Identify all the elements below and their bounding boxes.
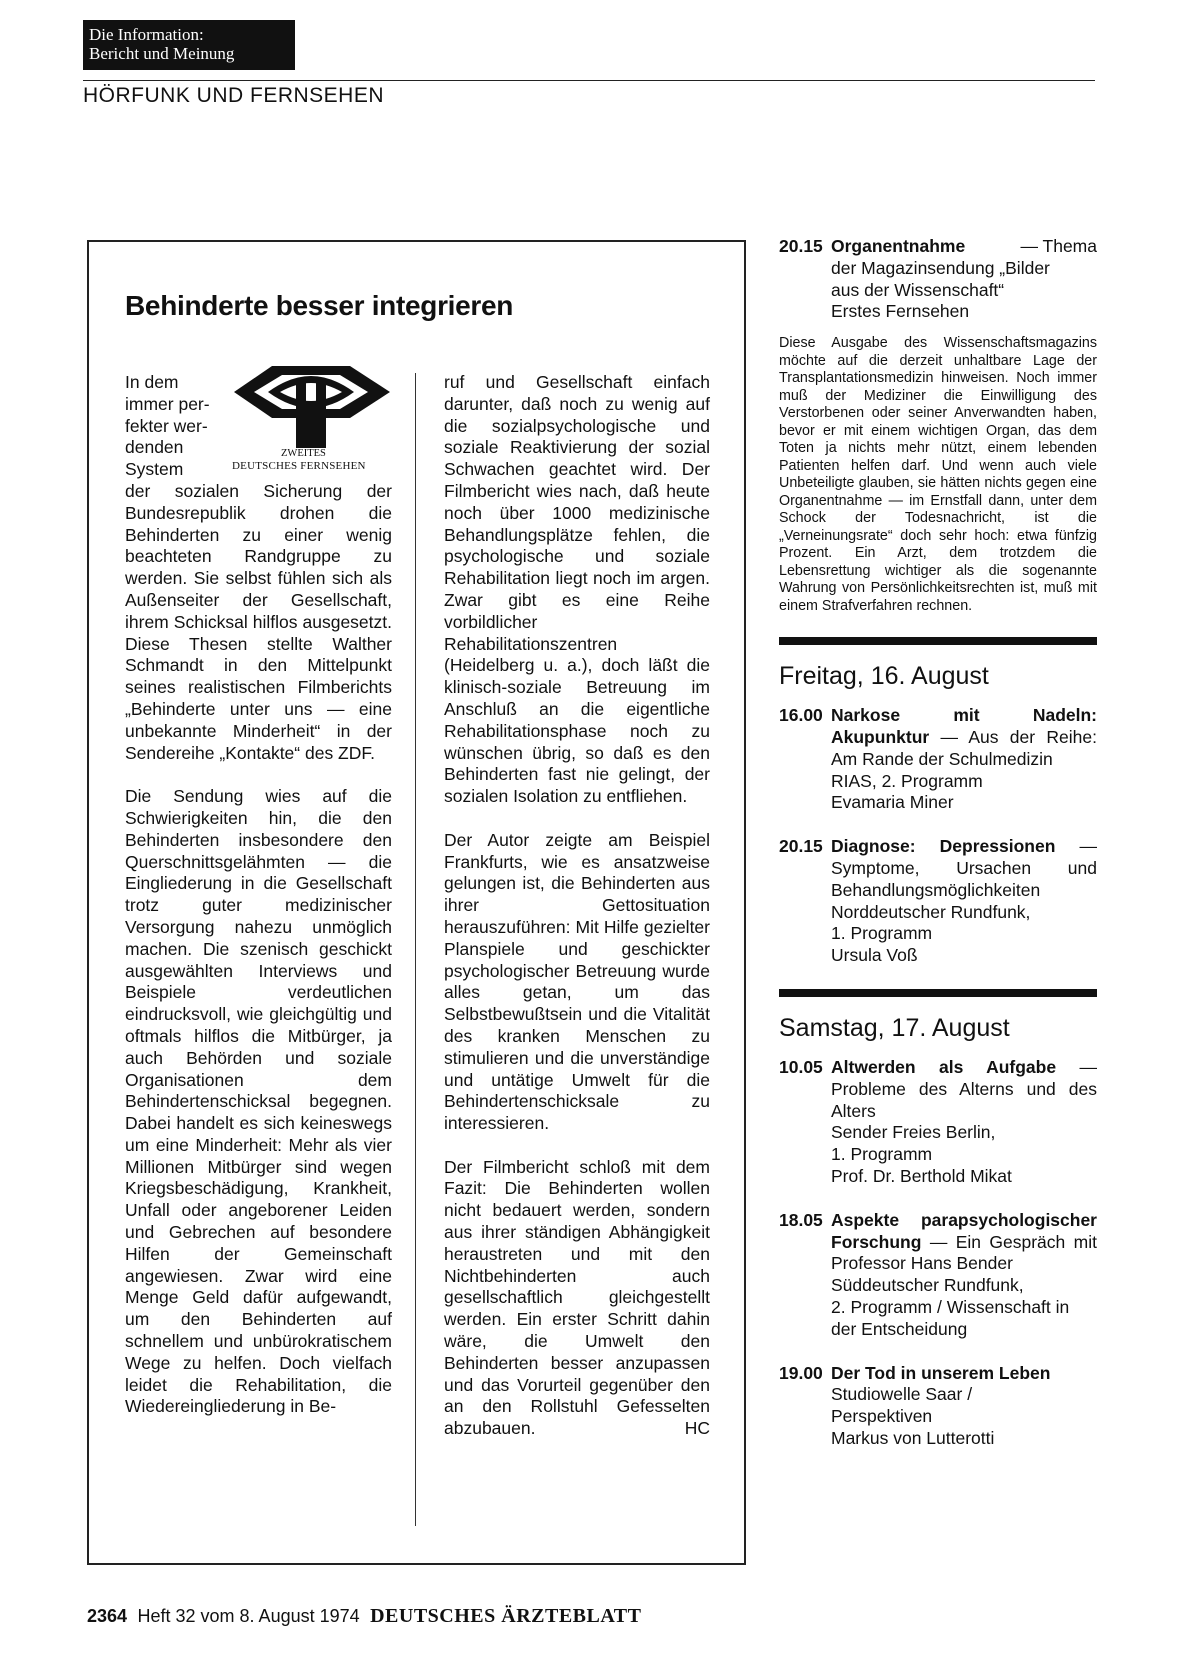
article-column-2 [444, 372, 710, 1440]
listing-time: 20.15 [779, 836, 823, 857]
article-last-paragraph-text: Der Filmbericht schloß mit dem Fazit: Die Behinderten wollen nicht bedauert werden, sondern aus ihrer ständigen Abhängigkeit heraustreten und mit den Nichtbehinderten auch gesellschaftlich gleichgestellt werden. Ein erster Schritt dahin wäre, die Umwelt den Behinderten besser anzupassen und das Vorurteil gegenüber den an den Rollstuhl Gefesselten abzubauen. [444, 1156, 710, 1439]
section-label-line-2: Bericht und Meinung [89, 44, 235, 63]
listing-line: aus der Wissenschaft“ [831, 279, 1005, 300]
article-paragraph: Die Sendung wies auf die Schwierigkeiten hin, die den Behinderten insbesondere den Querschnittsgelähmten — die Eingliederung in die Gesellschaft trotz guter medizinischer Versorgung nahezu unmöglich machen. Die szenisch geschickt ausgewählten Interviews und Beispiele verdeutlichen eindrucksvoll, wie gleichgültig und oftmals hilflos die Mitbürger, ja auch Behörden und soziale Organisationen dem Behindertenschicksal begegnen. Dabei handelt es sich keineswegs um eine Minderheit: Mehr als vier Millionen Mitbürger sind wegen Kriegsbeschädigung, Krankheit, Unfall oder angeborener Leiden und Gebrechen auf besondere Hilfen der Gemeinschaft angewiesen. Zwar wird eine Menge Geld dafür aufgewandt, um den Behinderten auf schnellem und unbürokratischem Wege zu helfen. Doch vielfach leidet die Rehabilitation, die Wiedereingliederung in Be- [125, 786, 392, 1417]
days-container [779, 637, 1097, 1450]
listing-time: 20.15 [779, 236, 823, 256]
day-divider [779, 637, 1097, 645]
intro-line: denden [125, 437, 184, 458]
listing-line: Ursula Voß [831, 945, 918, 966]
listing-time: 18.05 [779, 1209, 823, 1230]
listing-subtitle: — Ein Gespräch mit Professor Hans Bender [831, 1231, 1097, 1274]
listing-line: — Thema [1020, 236, 1097, 256]
day-heading: Samstag, 17. August [779, 1013, 1010, 1042]
listing-time: 16.00 [779, 705, 823, 726]
listing-time: 10.05 [779, 1056, 823, 1077]
listing-title: Organentnahme [831, 236, 966, 256]
article-headline: Behinderte besser integrieren [125, 290, 514, 321]
listing-line: 1. Programm [831, 1144, 933, 1165]
page-number: 2364 [87, 1606, 128, 1626]
section-title: HÖRFUNK UND FERNSEHEN [83, 84, 385, 107]
listing-entry [779, 1210, 1097, 1341]
issue-text: Heft 32 vom 8. August 1974 [137, 1606, 360, 1626]
listing-line: RIAS, 2. Programm [831, 770, 983, 791]
program-listings [779, 236, 1097, 1472]
listing-entry [779, 1363, 1097, 1450]
intro-line: immer per- [125, 393, 210, 414]
listing-title: Diagnose: Depressionen [831, 836, 1056, 857]
logo-caption-line-1: ZWEITES [281, 448, 326, 459]
listing-entry [779, 236, 1097, 615]
article-paragraph: ruf und Gesellschaft einfach darunter, daß noch zu wenig auf die sozialpsychologische und soziale Reaktivierung der sozial Schwachen geachtet wird. Der Filmbericht wies nach, daß heute noch über 1000 medizinische Behandlungsplätze fehlen, die psychologische und soziale Rehabilitation liegt noch im argen. Zwar gibt es eine Reihe vorbildlicher Rehabilitationszentren (Heidelberg u. a.), doch läßt die klinisch-soziale Betreuung im Anschluß an die eigentliche Rehabilitationsphase noch zu wünschen übrig, so daß es den Behinderten fast nie gelingt, der sozialen Isolation zu entfliehen. [444, 372, 710, 807]
listing-line: 1. Programm [831, 923, 933, 944]
section-label-box [83, 20, 295, 70]
listing-title: Der Tod in unserem Leben [831, 1362, 1051, 1383]
author-initials: HC [684, 1418, 710, 1439]
article-paragraph-last [444, 1157, 710, 1440]
listing-subtitle: — Probleme des Alterns und des Alters [831, 1056, 1097, 1121]
intro-line: In dem [125, 372, 179, 392]
logo-caption-line-2: DEUTSCHES FERNSEHEN [232, 460, 366, 472]
listing-entry [779, 1057, 1097, 1188]
listing-entry [779, 705, 1097, 814]
intro-line: fekter wer- [125, 415, 208, 436]
listing-entry [779, 836, 1097, 967]
listing-title: Altwerden als Aufgabe [831, 1056, 1057, 1077]
day-heading: Freitag, 16. August [779, 662, 989, 691]
section-label-line-1: Die Information: [89, 25, 204, 44]
listing-line: Studiowelle Saar / [831, 1384, 973, 1405]
listing-line: der Magazinsendung „Bilder [831, 257, 1050, 278]
article-paragraph: der sozialen Sicherung der Bundesrepublik drohen die Behinderten zu einer wenig beachteten Randgruppe zu werden. Sie selbst fühlen sich als Außenseiter der Gesellschaft, ihrem Schicksal hilflos ausgesetzt. Diese Thesen stellte Walther Schmandt in den Mittelpunkt seines realistischen Filmberichts „Behinderte unter uns — eine unbekannte Minderheit“ in der Sendereihe „Kontakte“ des ZDF. [125, 480, 392, 763]
listing-line: Markus von Lutterotti [831, 1427, 995, 1448]
intro-line: System [125, 459, 184, 480]
listing-title: Narkose mit Nadeln: Akupunktur [831, 705, 1097, 747]
listing-subtitle: — Symptome, Ursachen und Behandlungsmöglichkeiten [831, 836, 1097, 900]
listing-line: Perspektiven [831, 1406, 933, 1427]
listing-subtitle: — Aus der Reihe: Am Rande der Schulmedizin [831, 726, 1097, 769]
listing-line: Erstes Fernsehen [831, 301, 970, 322]
header-rule [83, 80, 1095, 81]
listing-line: Prof. Dr. Berthold Mikat [831, 1165, 1012, 1186]
listing-title: Aspekte parapsychologischer Forschung [831, 1209, 1097, 1252]
listing-description: Diese Ausgabe des Wissenschaftsmagazins möchte auf die derzeit unhaltbare Lage der Transplantationsmedizin hinweisen. Noch immer muß der Mediziner die Einwilligung des Verstorbenen oder seiner Anverwandten haben, bevor er mit einem wichtigen Organ, das dem Toten ja nichts mehr nützt, einem lebenden Patienten helfen darf. Und wenn auch viele Unbeteiligte glauben, sie hätten nichts gegen eine Organentnahme — im Ernstfall dann, unter dem Schock der Todesnachricht, ist die „Verneinungsrate“ doch sehr hoch: etwa fünfzig Prozent. Ein Arzt, dem trotzdem die Lebensrettung wichtiger als die sogenannte Wahrung von Persönlichkeitsrechten ist, muß mit einem Strafverfahren rechnen. [779, 335, 1097, 614]
listing-line: Süddeutscher Rundfunk, [831, 1275, 1024, 1296]
page-footer [87, 1605, 642, 1628]
journal-name: DEUTSCHES ÄRZTEBLATT [370, 1605, 642, 1627]
listing-line: 2. Programm / Wissenschaft in der Entscheidung [831, 1296, 1070, 1339]
listing-line: Evamaria Miner [831, 792, 954, 813]
listing-line: Norddeutscher Rundfunk, [831, 901, 1031, 922]
listing-time: 19.00 [779, 1362, 823, 1383]
column-divider [415, 373, 416, 1526]
article-column-1 [125, 372, 392, 1440]
listing-line: Sender Freies Berlin, [831, 1122, 996, 1143]
day-divider [779, 989, 1097, 997]
article-paragraph: Der Autor zeigte am Beispiel Frankfurts, wie es ansatzweise gelungen ist, die Behinderten aus ihrer Gettosituation herauszuführen: Mit Hilfe gezielter Planspiele und geschickter psychologischer Betreuung wurde alles getan, um das Selbstbewußtsein und die Vitalität des kranken Menschen zu stimulieren und die unverständige und untätige Umwelt für die Behindertenschicksale zu interessieren. [444, 829, 710, 1134]
